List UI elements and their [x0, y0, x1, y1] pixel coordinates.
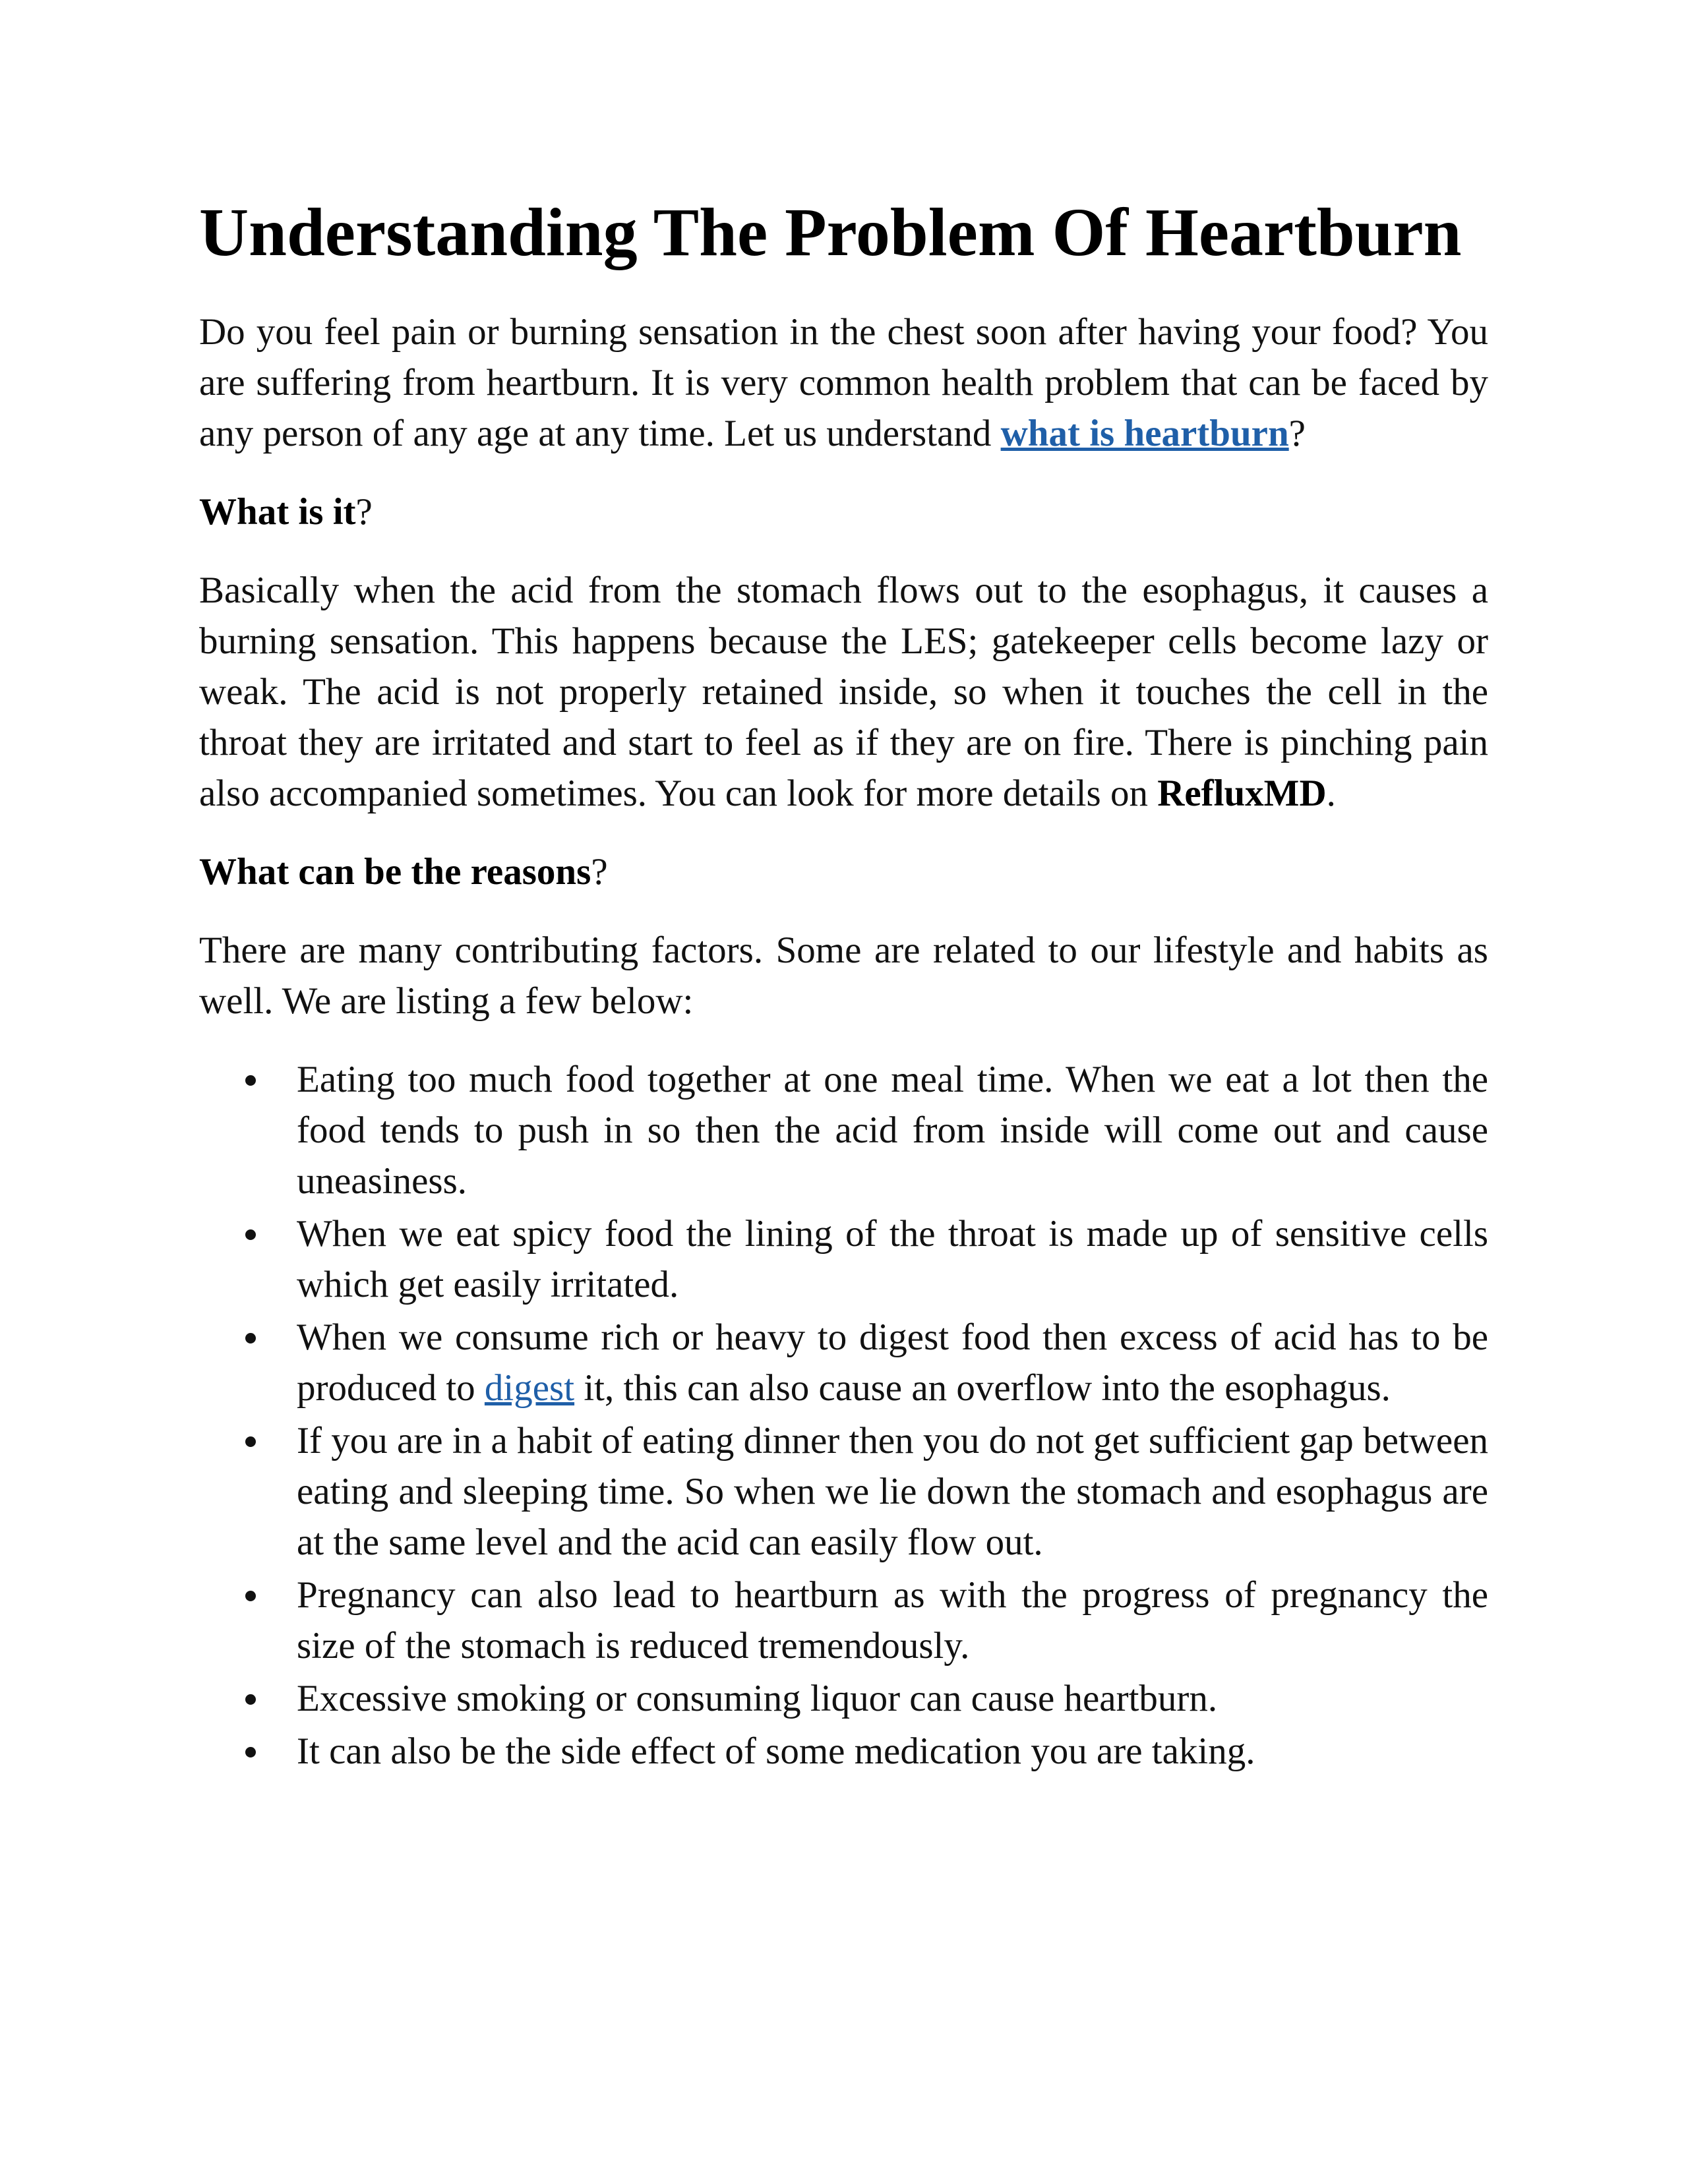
- list-item-text: If you are in a habit of eating dinner then you do not get sufficient gap between eating and sleeping time. So when we lie down the stomach and esophagus are at the same level and the acid can easily flow out.: [297, 1419, 1488, 1563]
- bullet-icon: [245, 1436, 256, 1447]
- what-is-it-end: .: [1326, 772, 1336, 814]
- bullet-icon: [245, 1694, 256, 1705]
- list-item: [297, 1726, 1488, 1777]
- what-is-heartburn-link[interactable]: what is heartburn: [1000, 412, 1289, 454]
- section-heading-what-is-it: [199, 487, 1488, 537]
- list-item-text: It can also be the side effect of some medication you are taking.: [297, 1730, 1255, 1772]
- list-item: [297, 1570, 1488, 1671]
- bullet-icon: [245, 1333, 256, 1343]
- bullet-icon: [245, 1229, 256, 1240]
- digest-link[interactable]: digest: [484, 1367, 575, 1409]
- bullet-icon: [245, 1747, 256, 1757]
- list-item: [297, 1673, 1488, 1724]
- list-item-text: Eating too much food together at one meal time. When we eat a lot then the food tends to push in so then the acid from inside will come out and cause uneasiness.: [297, 1058, 1488, 1202]
- what-is-it-paragraph: [199, 565, 1488, 819]
- list-item-text: When we eat spicy food the lining of the throat is made up of sensitive cells which get easily irritated.: [297, 1212, 1488, 1305]
- section-heading-reasons: [199, 846, 1488, 897]
- list-item: [297, 1208, 1488, 1310]
- intro-end: ?: [1288, 412, 1306, 454]
- list-item-text: Pregnancy can also lead to heartburn as with the progress of pregnancy the size of the stomach is reduced tremendously.: [297, 1574, 1488, 1667]
- list-item: [297, 1312, 1488, 1413]
- what-is-it-text: Basically when the acid from the stomach flows out to the esophagus, it causes a burning sensation. This happens because the LES; gatekeeper cells become lazy or weak. The acid is not properly retained inside, so when it touches the cell in the throat they are irritated and start to feel as if they are on fire. There is pinching pain also accompanied sometimes. You can look for more details on: [199, 569, 1488, 814]
- section-heading-text: What can be the reasons: [199, 850, 591, 893]
- intro-paragraph: [199, 307, 1488, 459]
- bullet-icon: [245, 1591, 256, 1601]
- bullet-icon: [245, 1075, 256, 1086]
- list-item-text-end: it, this can also cause an overflow into the esophagus.: [574, 1367, 1391, 1409]
- list-item: [297, 1054, 1488, 1206]
- document-page: [199, 191, 1488, 1779]
- list-item-text: Excessive smoking or consuming liquor can cause heartburn.: [297, 1677, 1218, 1719]
- reasons-paragraph: There are many contributing factors. Some are related to our lifestyle and habits as well. We are listing a few below:: [199, 929, 1488, 1022]
- list-item: [297, 1415, 1488, 1568]
- reasons-list: [199, 1054, 1488, 1777]
- section-heading-text: What is it: [199, 490, 356, 533]
- intro-text: Do you feel pain or burning sensation in the chest soon after having your food? You are suffering from heartburn. It is very common health problem that can be faced by any person of any age at any time. Let us understand: [199, 310, 1488, 454]
- page-title: Understanding The Problem Of Heartburn: [199, 194, 1462, 270]
- refluxmd-bold: RefluxMD: [1157, 772, 1327, 814]
- list-item-text: When we consume rich or heavy to digest food then excess of acid has to be produced to: [297, 1316, 1488, 1409]
- section-heading-end: ?: [355, 490, 373, 533]
- section-heading-end: ?: [591, 850, 608, 893]
